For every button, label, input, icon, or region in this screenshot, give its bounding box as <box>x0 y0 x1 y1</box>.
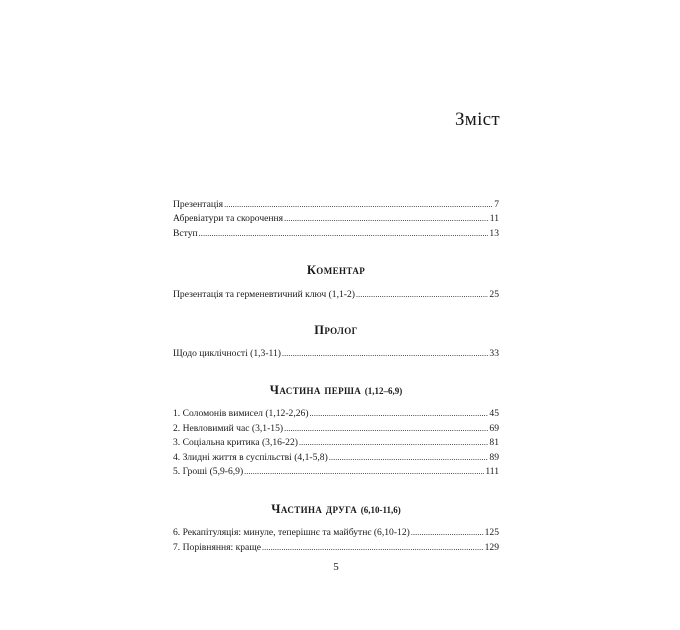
section-heading-text: Частина перша <box>269 383 362 397</box>
toc-entry-label: 1. Соломонів вимисел (1,12-2,26) <box>173 408 309 419</box>
toc-entry-label: Презентація <box>173 199 224 210</box>
toc-entry-label: Абревіатури та скорочення <box>173 213 284 224</box>
toc-entry-page: 111 <box>485 466 499 477</box>
toc-entry-page: 81 <box>489 437 499 448</box>
dot-leader <box>244 466 484 478</box>
toc-entry[interactable] <box>173 228 499 240</box>
section-heading-text: Частина друга <box>271 502 358 516</box>
page-title: Зміст <box>454 109 500 130</box>
toc-entry-page: 45 <box>489 408 499 419</box>
toc-entry-label: 6. Рекапітуляція: минуле, теперішнє та майбутнє (6,10-12) <box>173 527 410 538</box>
toc-entry-page: 129 <box>484 542 499 553</box>
dot-leader <box>329 452 489 464</box>
dot-leader <box>356 289 488 301</box>
dot-leader <box>262 542 484 554</box>
section-heading-part-two <box>173 502 499 517</box>
toc-entry[interactable] <box>173 542 499 554</box>
toc-entry-label: 2. Невловимий час (3,1-15) <box>173 423 284 434</box>
dot-leader <box>224 199 493 211</box>
section-heading-commentary <box>173 263 499 278</box>
dot-leader <box>199 228 489 240</box>
toc-entry-page: 11 <box>489 213 499 224</box>
toc-entry-label: Щодо циклічності (1,3-11) <box>173 348 281 359</box>
toc-entry-label: Презентація та герменевтичний ключ (1,1-2) <box>173 289 355 300</box>
dot-leader <box>299 437 488 449</box>
dot-leader <box>310 408 489 420</box>
toc-entry-label: 4. Злидні життя в суспільстві (4,1-5,8) <box>173 452 328 463</box>
dot-leader <box>284 423 488 435</box>
toc-entry[interactable] <box>173 289 499 301</box>
toc-entry-page: 89 <box>489 452 499 463</box>
toc-entry[interactable] <box>173 437 499 449</box>
dot-leader <box>411 527 484 539</box>
toc-entry[interactable] <box>173 408 499 420</box>
section-heading-text: Пролог <box>314 323 358 337</box>
toc-entry[interactable] <box>173 348 499 360</box>
toc-entry[interactable] <box>173 527 499 539</box>
toc-entry-page: 13 <box>489 228 499 239</box>
toc-entry-label: 7. Порівняння: краще <box>173 542 261 553</box>
toc-entry[interactable] <box>173 466 499 478</box>
page-number: 5 <box>333 561 339 573</box>
section-heading-range: (1,12–6,9) <box>364 386 403 396</box>
toc-entry-label: 3. Соціальна критика (3,16-22) <box>173 437 298 448</box>
dot-leader <box>282 348 488 360</box>
section-heading-range: (6,10-11,6) <box>360 505 401 515</box>
toc-entry[interactable] <box>173 452 499 464</box>
toc-entry-page: 7 <box>494 199 499 210</box>
toc-entry-label: Вступ <box>173 228 198 239</box>
toc-entry[interactable] <box>173 213 499 225</box>
toc-entry[interactable] <box>173 423 499 435</box>
dot-leader <box>284 213 489 225</box>
section-heading-text: Коментар <box>306 263 366 277</box>
section-heading-prologue <box>173 323 499 338</box>
toc-entry-page: 69 <box>489 423 499 434</box>
section-heading-part-one <box>173 383 499 398</box>
toc-entry[interactable] <box>173 199 499 211</box>
toc-entry-page: 33 <box>489 348 499 359</box>
toc-entry-page: 25 <box>489 289 499 300</box>
toc-entry-label: 5. Гроші (5,9-6,9) <box>173 466 244 477</box>
toc-entry-page: 125 <box>484 527 499 538</box>
